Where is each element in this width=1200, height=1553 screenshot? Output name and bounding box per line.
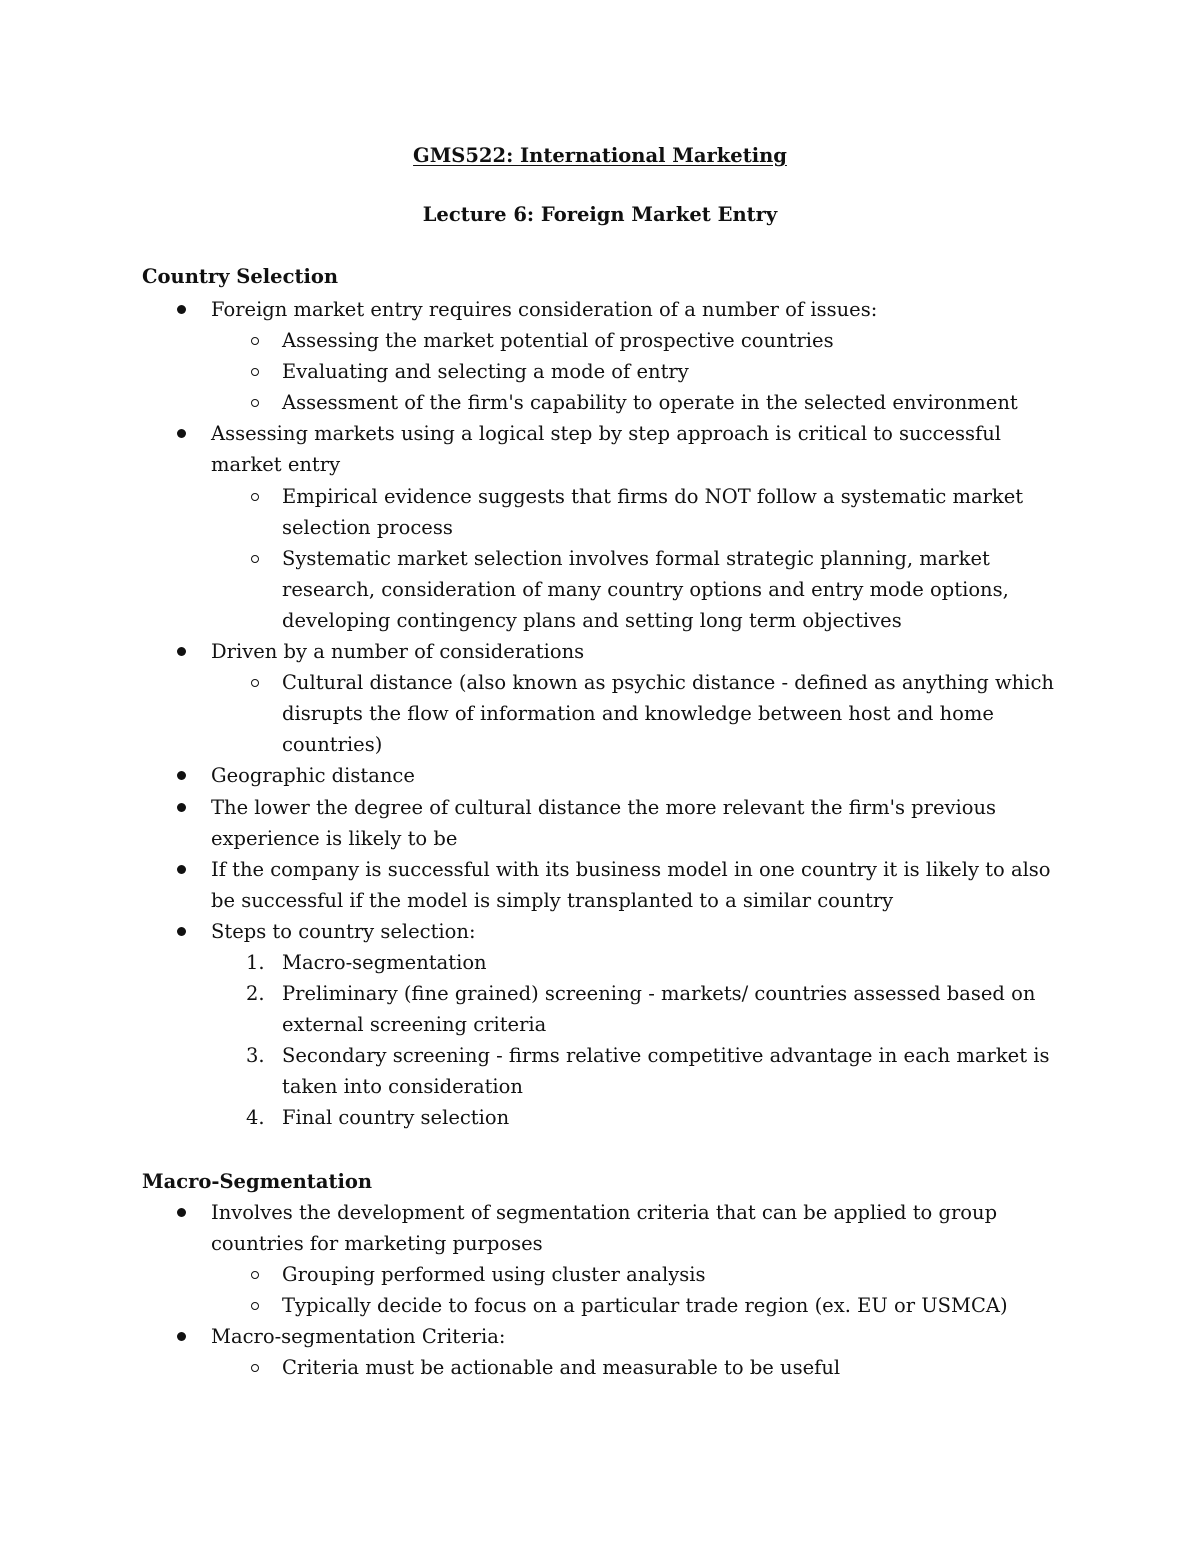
sub-list-item xyxy=(0,387,1062,418)
bullet-disc-icon xyxy=(177,305,186,314)
bullet-circle-icon xyxy=(251,337,259,345)
numbered-item-text: Preliminary (fine grained) screening - markets/ countries assessed based on external screening criteria xyxy=(282,982,1036,1037)
country-selection-list xyxy=(0,294,1200,1134)
list-item-text: If the company is successful with its business model in one country it is likely to also be successful if the model is simply transplanted to a similar country xyxy=(211,857,1051,912)
list-item-text: Macro-segmentation Criteria: xyxy=(211,1325,506,1349)
sub-list-item-text: Criteria must be actionable and measurable to be useful xyxy=(282,1356,841,1380)
bullet-disc-icon xyxy=(177,1208,186,1217)
bullet-circle-icon xyxy=(251,1364,259,1372)
sub-list-item xyxy=(0,481,1062,543)
item-number: 3. xyxy=(246,1044,265,1068)
sub-list-item-text: Grouping performed using cluster analysis xyxy=(282,1263,706,1287)
list-item-text: The lower the degree of cultural distance the more relevant the firm's previous experience is likely to be xyxy=(211,795,997,850)
list-item xyxy=(0,636,1061,667)
bullet-disc-icon xyxy=(177,771,186,780)
lecture-title: Lecture 6: Foreign Market Entry xyxy=(422,203,778,226)
bullet-disc-icon xyxy=(177,647,186,656)
numbered-item-text: Secondary screening - firms relative competitive advantage in each market is taken into consideration xyxy=(282,1044,1050,1099)
sub-list-item-text: Typically decide to focus on a particular trade region (ex. EU or USMCA) xyxy=(282,1294,1008,1318)
sub-list-item-text: Empirical evidence suggests that firms do NOT follow a systematic market selection process xyxy=(282,484,1024,539)
list-item xyxy=(0,294,1061,325)
bullet-disc-icon xyxy=(177,927,186,936)
list-item-text: Assessing markets using a logical step by step approach is critical to successful market entry xyxy=(211,422,1002,477)
numbered-item xyxy=(0,978,1062,1040)
list-item-text: Driven by a number of considerations xyxy=(211,640,585,664)
bullet-circle-icon xyxy=(251,368,259,376)
bullet-circle-icon xyxy=(251,493,259,501)
sub-list-item xyxy=(0,1290,1062,1321)
bullet-disc-icon xyxy=(177,803,186,812)
bullet-disc-icon xyxy=(177,1332,186,1341)
bullet-circle-icon xyxy=(251,399,259,407)
bullet-circle-icon xyxy=(251,679,259,687)
sub-list-item xyxy=(0,543,1062,636)
list-item xyxy=(0,854,1061,916)
numbered-item-text: Final country selection xyxy=(282,1106,510,1130)
sub-list-item xyxy=(0,1352,1062,1383)
list-item xyxy=(0,792,1061,854)
sub-list-item-text: Evaluating and selecting a mode of entry xyxy=(282,360,689,384)
list-item xyxy=(0,1197,1061,1259)
numbered-item-text: Macro-segmentation xyxy=(282,950,487,974)
list-item-text: Involves the development of segmentation criteria that can be applied to group countries for marketing purposes xyxy=(211,1201,998,1256)
list-item-text: Geographic distance xyxy=(211,764,415,788)
sub-list-item-text: Cultural distance (also known as psychic distance - defined as anything which disrupts the flow of information and knowledge between host and home countries) xyxy=(282,671,1054,757)
numbered-item xyxy=(0,1102,1062,1133)
item-number: 4. xyxy=(246,1106,265,1130)
list-item xyxy=(0,418,1061,480)
document-title: GMS522: International Marketing xyxy=(413,144,787,167)
bullet-circle-icon xyxy=(251,1302,259,1310)
sub-list-item-text: Assessment of the firm's capability to operate in the selected environment xyxy=(282,391,1018,415)
sub-list-item xyxy=(0,356,1062,387)
list-item-text: Steps to country selection: xyxy=(211,919,476,943)
sub-list-item xyxy=(0,667,1062,760)
list-item xyxy=(0,760,1061,791)
bullet-disc-icon xyxy=(177,429,186,438)
sub-list-item xyxy=(0,325,1062,356)
sub-list-item xyxy=(0,1259,1062,1290)
bullet-disc-icon xyxy=(177,865,186,874)
item-number: 2. xyxy=(246,982,265,1006)
numbered-item xyxy=(0,947,1062,978)
sub-list-item-text: Systematic market selection involves formal strategic planning, market research, consideration of many country options and entry mode options, developing contingency plans and setting long term objectives xyxy=(282,546,1009,632)
item-number: 1. xyxy=(246,950,265,974)
bullet-circle-icon xyxy=(251,1271,259,1279)
list-item xyxy=(0,1321,1061,1352)
sub-list-item-text: Assessing the market potential of prospective countries xyxy=(282,329,834,353)
macro-segmentation-list xyxy=(0,1197,1200,1384)
list-item-text: Foreign market entry requires consideration of a number of issues: xyxy=(211,298,878,321)
section-heading-macro-segmentation: Macro-Segmentation xyxy=(142,1170,373,1193)
section-heading-country-selection: Country Selection xyxy=(142,265,339,288)
bullet-circle-icon xyxy=(251,555,259,563)
list-item xyxy=(0,916,1061,947)
numbered-item xyxy=(0,1040,1062,1102)
